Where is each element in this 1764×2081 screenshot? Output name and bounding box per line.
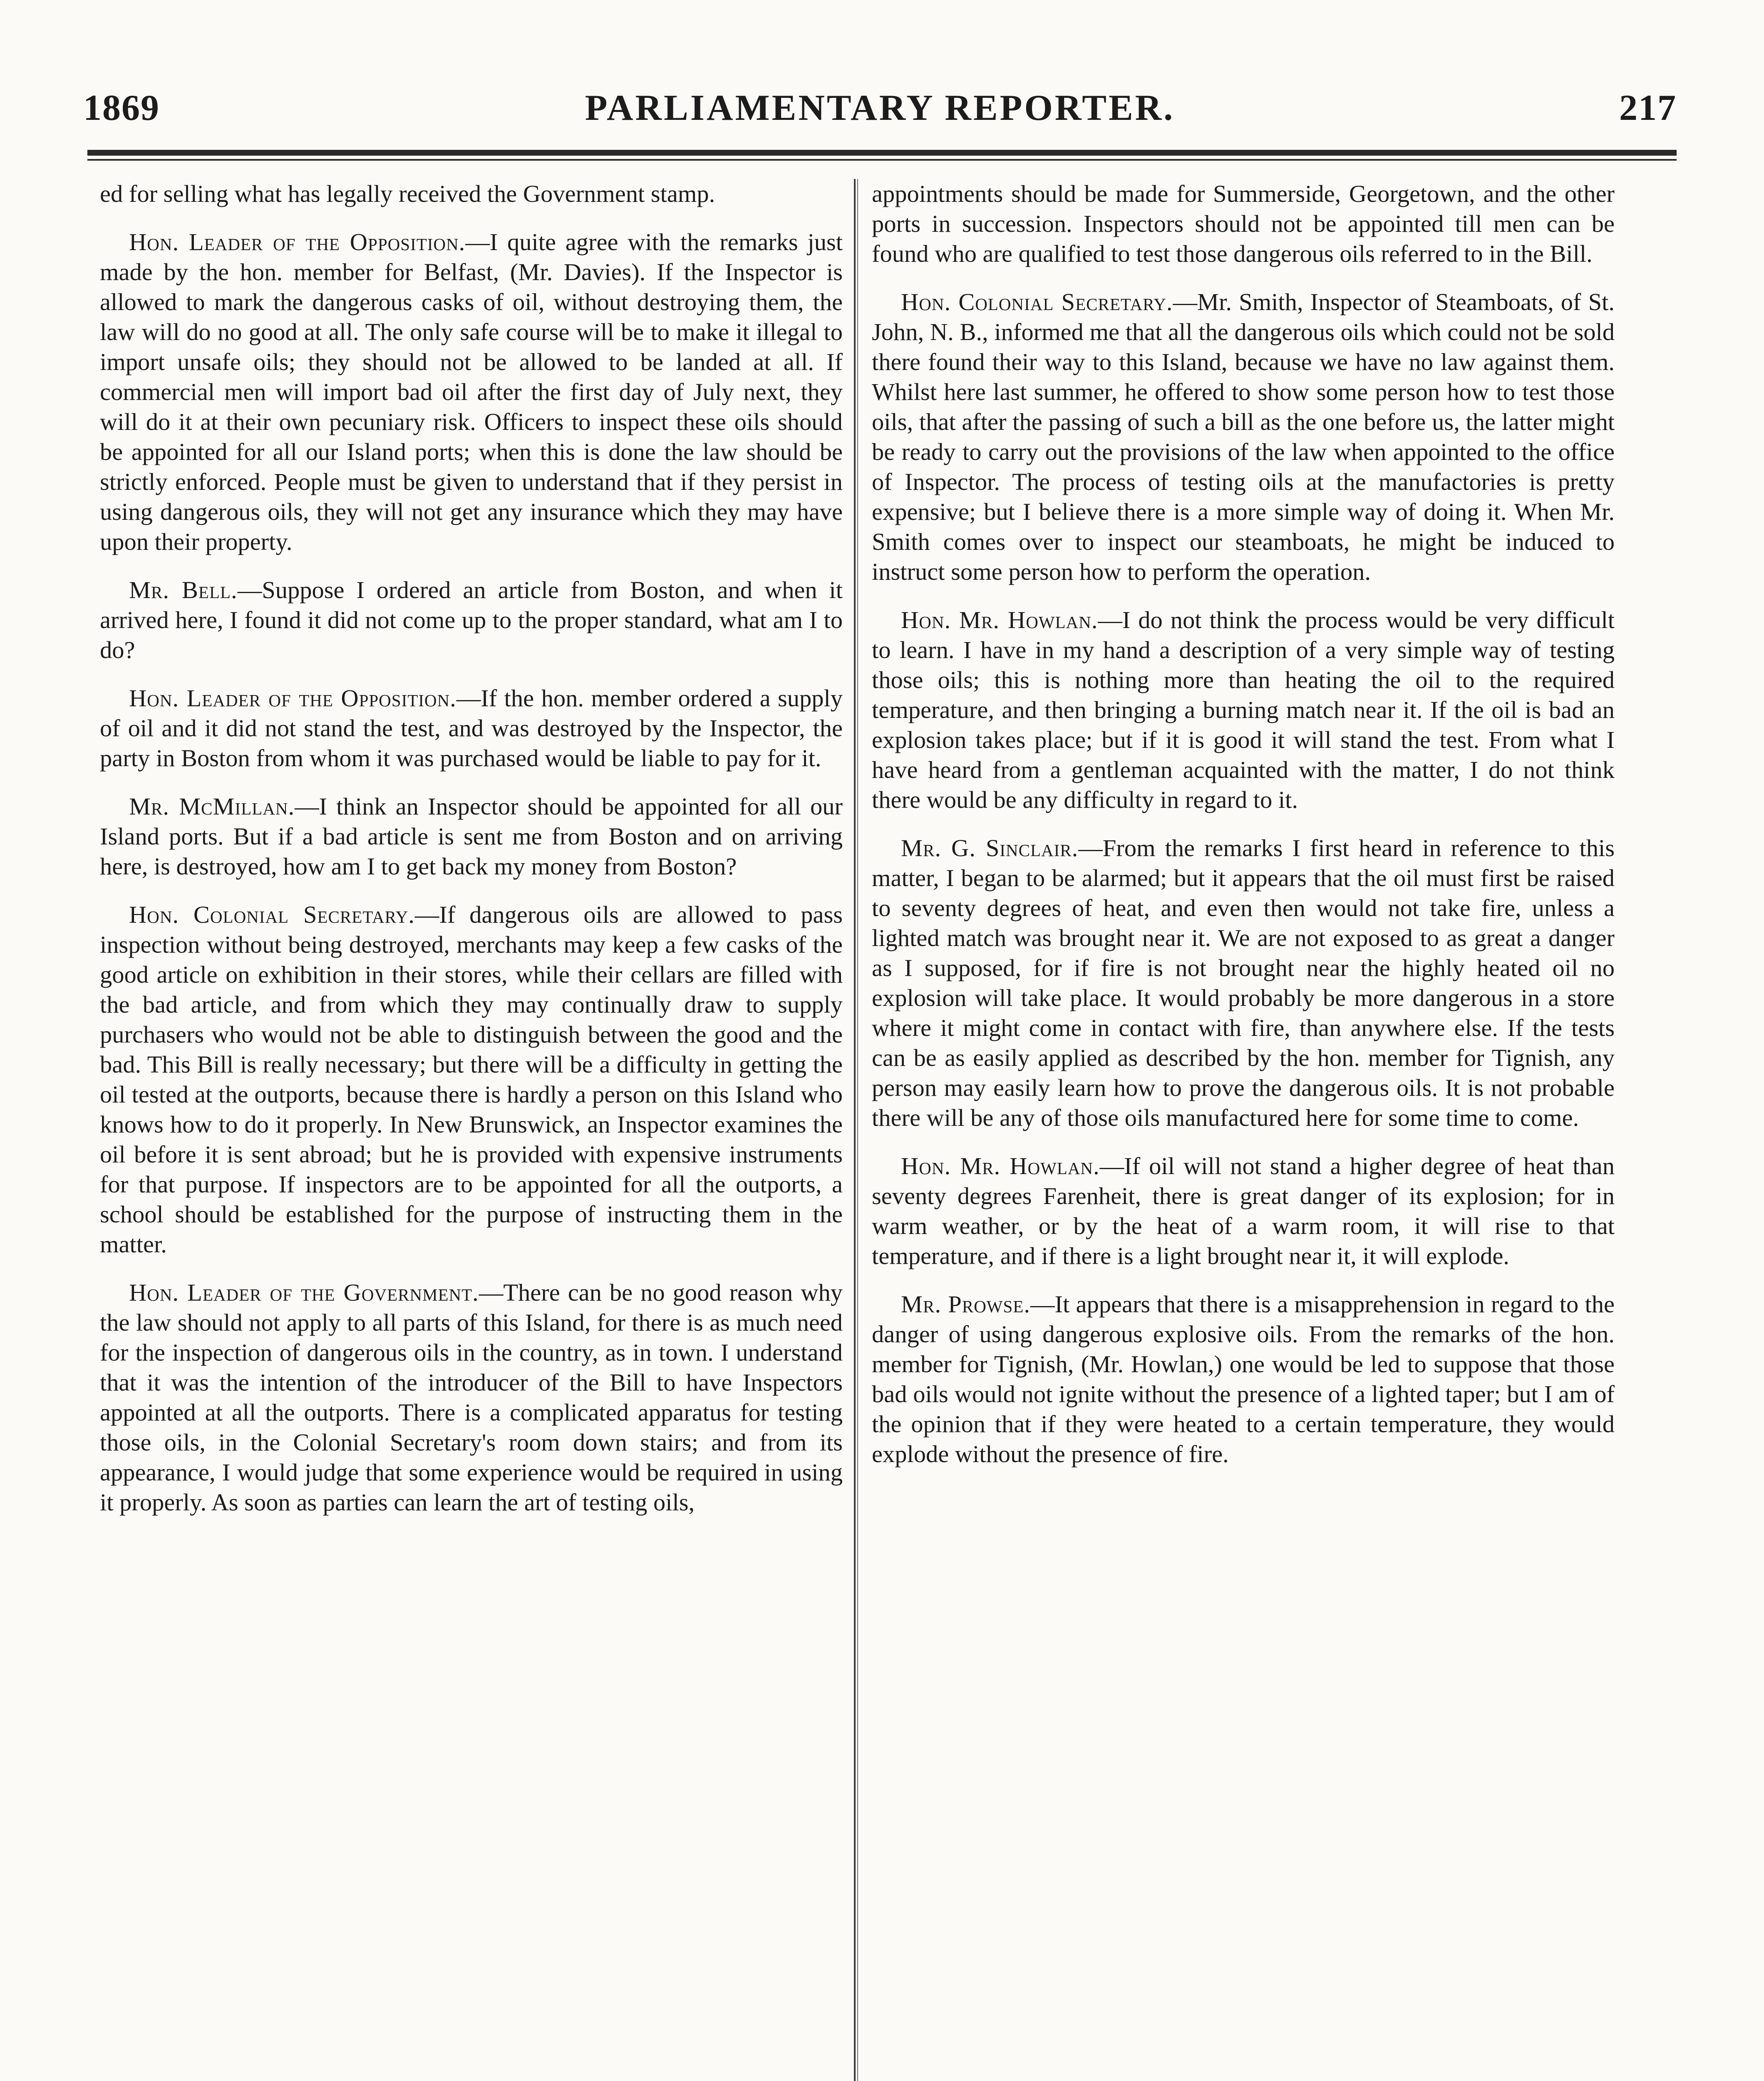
header-rule-thin: [87, 159, 1677, 161]
speaker-name: Hon. Leader of the Opposition.: [129, 685, 457, 712]
header-rule-thick: [87, 150, 1677, 156]
speech-text: —If oil will not stand a higher degree of heat than seventy degrees Farenheit, there is great danger of its explosion; for in warm weather, or by the heat of a warm room, it will rise to that temperature, and if there is a light brought near it, it will explode.: [872, 1152, 1615, 1269]
speaker-name: Hon. Mr. Howlan.: [901, 606, 1098, 633]
paragraph: [100, 179, 843, 209]
right-column: [872, 179, 1615, 2081]
paragraph: [872, 605, 1615, 815]
speaker-name: Hon. Colonial Secretary.: [129, 901, 415, 928]
header-page-number: 217: [1619, 88, 1677, 128]
left-column: [100, 179, 843, 2081]
speaker-name: Hon. Leader of the Opposition.: [129, 228, 466, 256]
speaker-name: Mr. G. Sinclair.: [901, 834, 1079, 862]
header-year: 1869: [83, 88, 160, 128]
paragraph: [100, 792, 843, 882]
speech-text: —I do not think the process would be very difficult to learn. I have in my hand a description of a very simple way of testing those oils; this is nothing more than heating the oil to the required temperature, and then bringing a burning match near it. If the oil is bad an explosion takes place; but if it is good it will stand the test. From what I have heard from a gentleman acquainted with the matter, I do not think there would be any difficulty in regard to it.: [872, 606, 1615, 813]
speaker-name: Hon. Colonial Secretary.: [901, 288, 1173, 315]
page-header: [83, 83, 1677, 146]
speaker-name: Mr. Bell.: [129, 576, 238, 603]
speech-text: —From the remarks I first heard in reference to this matter, I began to be alarmed; but it appears that the oil must first be raised to seventy degrees of heat, and even then would not take fire, unless a lighted match was brought near it. We are not exposed to as great a danger as I supposed, for if fire is not brought near the highly heated oil no explosion will take place. It would probably be more dangerous in a store where it might come in contact with fire, than anywhere else. If the tests can be as easily applied as described by the hon. member for Tignish, any person may easily learn how to prove the dangerous oils. It is not probable there will be any of those oils manufactured here for some time to come.: [872, 834, 1615, 1131]
speech-text: —Mr. Smith, Inspector of Steamboats, of St. John, N. B., informed me that all the dangerous oils which could not be sold there found their way to this Island, because we have no law against them. Whilst here last summer, he offered to show some person how to test those oils, that after the passing of such a bill as the one before us, the latter might be ready to carry out the provisions of the law when appointed to the office of Inspector. The process of testing oils at the manufactories is pretty expensive; but I believe there is a more simple way of doing it. When Mr. Smith comes over to inspect our steamboats, he might be induced to instruct some person how to perform the operation.: [872, 288, 1615, 585]
speech-text: —If the hon. member ordered a supply of oil and it did not stand the test, and was destroyed by the Inspector, the party in Boston from whom it was purchased would be liable to pay for it.: [100, 685, 843, 772]
speaker-name: Mr. Prowse.: [901, 1291, 1030, 1318]
paragraph: [100, 227, 843, 557]
header-title: PARLIAMENTARY REPORTER.: [585, 88, 1175, 128]
speech-text: —It appears that there is a misapprehension in regard to the danger of using dangerous explosive oils. From the remarks of the hon. member for Tignish, (Mr. Howlan,) one would be led to suppose that those bad oils would not ignite without the presence of a lighted taper; but I am of the opinion that if they were heated to a certain temperature, they would explode without the presence of fire.: [872, 1291, 1615, 1468]
paragraph: [100, 683, 843, 773]
speaker-name: Hon. Mr. Howlan.: [901, 1152, 1100, 1180]
speaker-name: Hon. Leader of the Government.: [129, 1279, 479, 1306]
paragraph: [872, 1151, 1615, 1271]
paragraph: [872, 1289, 1615, 1469]
paragraph: [100, 1278, 843, 1517]
column-divider-inner: [857, 179, 858, 2081]
paragraph: [872, 833, 1615, 1133]
speech-text: —There can be no good reason why the law should not apply to all parts of this Island, for there is as much need for the inspection of dangerous oils in the country, as in town. I understand that it was the intention of the introducer of the Bill to have Inspectors appointed at all the outports. There is a complicated apparatus for testing those oils, in the Colonial Secretary's room down stairs; and from its appearance, I would judge that some experience would be required in using it properly. As soon as parties can learn the art of testing oils,: [100, 1279, 843, 1516]
speech-text: —I think an Inspector should be appointed for all our Island ports. But if a bad article is sent me from Boston and on arriving here, is destroyed, how am I to get back my money from Boston?: [100, 793, 843, 880]
paragraph: [872, 179, 1615, 269]
speech-text: appointments should be made for Summerside, Georgetown, and the other ports in succession. Inspectors should not be appointed till men can be found who are qualified to test those dangerous oils referred to in the Bill.: [872, 180, 1615, 267]
paragraph: [100, 575, 843, 665]
paragraph: [100, 900, 843, 1259]
speech-text: —I quite agree with the remarks just made by the hon. member for Belfast, (Mr. Davies). If the Inspector is allowed to mark the dangerous casks of oil, without destroying them, the law will do no good at all. The only safe course will be to make it illegal to import unsafe oils; they should not be allowed to be landed at all. If commercial men will import bad oil after the first day of July next, they will do it at their own pecuniary risk. Officers to inspect these oils should be appointed for all our Island ports; when this is done the law should be strictly enforced. People must be given to understand that if they persist in using dangerous oils, they will not get any insurance which they may have upon their property.: [100, 228, 843, 555]
paragraph: [872, 287, 1615, 587]
speech-text: ed for selling what has legally received the Government stamp.: [100, 180, 715, 207]
column-divider: [854, 179, 856, 2081]
speech-text: —Suppose I ordered an article from Boston, and when it arrived here, I found it did not come up to the proper standard, what am I to do?: [100, 576, 843, 663]
speaker-name: Mr. McMillan.: [129, 793, 295, 820]
speech-text: —If dangerous oils are allowed to pass inspection without being destroyed, merchants may keep a few casks of the good article on exhibition in their stores, while their cellars are filled with the bad article, and from which they may continually draw to supply purchasers who would not be able to distinguish between the good and the bad. This Bill is really necessary; but there will be a difficulty in getting the oil tested at the outports, because there is hardly a person on this Island who knows how to do it properly. In New Brunswick, an Inspector examines the oil before it is sent abroad; but he is provided with expensive instruments for that purpose. If inspectors are to be appointed for all the outports, a school should be established for the purpose of instructing them in the matter.: [100, 901, 843, 1258]
